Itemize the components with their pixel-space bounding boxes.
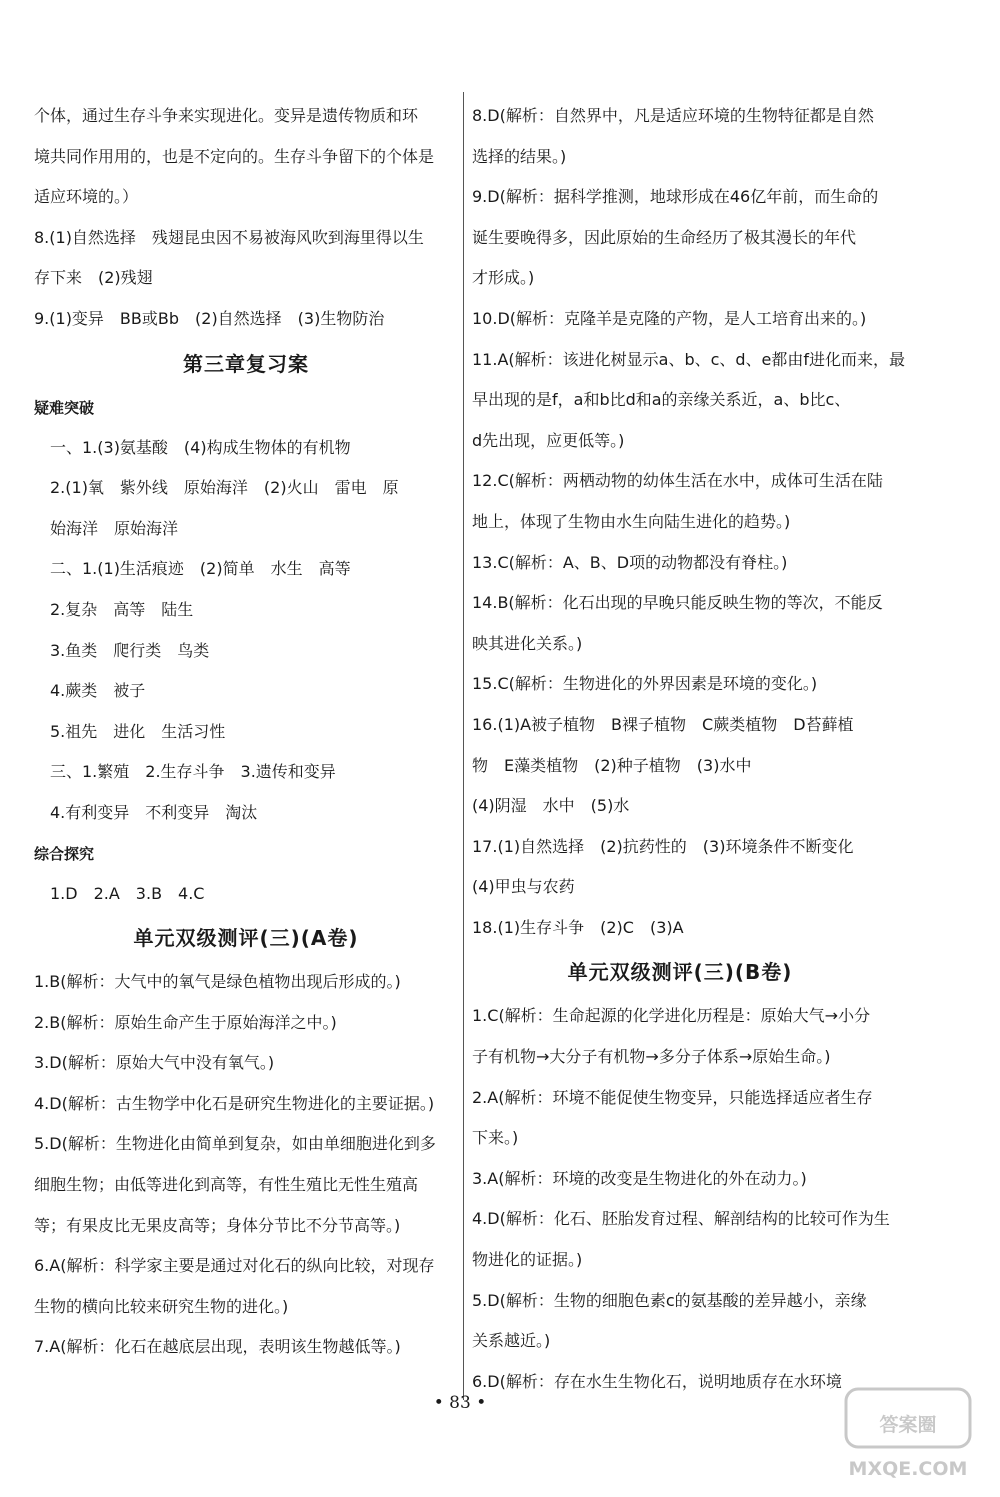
chapter-review-heading: 第三章复习案 bbox=[183, 351, 309, 376]
answer-line: 6.A(解析：科学家主要是通过对化石的纵向比较，对现存 bbox=[34, 1256, 435, 1276]
left-column bbox=[34, 96, 458, 1368]
answer-line: 存下来 (2)残翅 bbox=[34, 268, 153, 288]
answer-line: 个体，通过生存斗争来实现进化。变异是遗传物质和环 bbox=[34, 106, 419, 125]
left-answers-top bbox=[34, 96, 458, 340]
answer-line: 三、1.繁殖 2.生存斗争 3.遗传和变异 bbox=[50, 762, 336, 782]
answer-line: 诞生要晚得多，因此原始的生命经历了极其漫长的年代 bbox=[472, 227, 857, 247]
answer-line: (4)甲虫与农药 bbox=[472, 877, 575, 897]
answer-line: 16.(1)A被子植物 B裸子植物 C蕨类植物 D苔藓植 bbox=[472, 714, 854, 734]
answer-line: 12.C(解析：两栖动物的幼体生活在水中，成体可生活在陆 bbox=[472, 471, 883, 491]
answer-line: 4.有利变异 不利变异 淘汰 bbox=[50, 802, 258, 822]
answer-line: 2.A(解析：环境不能促使生物变异，只能选择适应者生存 bbox=[472, 1087, 873, 1107]
answer-line: 才形成。) bbox=[472, 268, 535, 288]
column-divider bbox=[463, 92, 464, 1400]
answer-line: 适应环境的。） bbox=[34, 187, 139, 207]
section-label-difficulties: 疑难突破 bbox=[34, 398, 95, 417]
answer-line: 一、1.(3)氨基酸 (4)构成生物体的有机物 bbox=[50, 437, 351, 457]
unit-test-a-heading: 单元双级测评(三)(A卷) bbox=[133, 926, 359, 951]
page-number: • 83 • bbox=[433, 1393, 487, 1413]
answer-line: 映其进化关系。) bbox=[472, 633, 583, 653]
answer-line: 10.D(解析：克隆羊是克隆的产物，是人工培育出来的。) bbox=[472, 308, 867, 328]
answer-line: 早出现的是f，a和b比d和a的亲缘关系近，a、b比c、 bbox=[472, 390, 851, 410]
answer-line: 4.D(解析：古生物学中化石是研究生物进化的主要证据。) bbox=[34, 1093, 435, 1113]
answer-line: 8.(1)自然选择 残翅昆虫因不易被海风吹到海里得以生 bbox=[34, 227, 424, 247]
answer-line: 7.A(解析：化石在越底层出现，表明该生物越低等。) bbox=[34, 1337, 401, 1357]
answer-line: 5.D(解析：生物的细胞色素c的氨基酸的差异越小，亲缘 bbox=[472, 1290, 867, 1310]
answer-line: 5.D(解析：生物进化由简单到复杂，如由单细胞进化到多 bbox=[34, 1134, 436, 1154]
watermark-logo-text: 答案圈 bbox=[879, 1414, 937, 1436]
answer-line: 地上，体现了生物由水生向陆生进化的趋势。) bbox=[472, 511, 791, 531]
answer-line: 9.D(解析：据科学推测，地球形成在46亿年前，而生命的 bbox=[472, 187, 879, 207]
left-inquiry-answers bbox=[34, 874, 458, 915]
unit-test-b-heading: 单元双级测评(三)(B卷) bbox=[567, 960, 793, 985]
answer-line: 物 E藻类植物 (2)种子植物 (3)水中 bbox=[472, 755, 752, 775]
answer-line: 4.D(解析：化石、胚胎发育过程、解剖结构的比较可作为生 bbox=[472, 1209, 890, 1229]
answer-line: 9.(1)变异 BB或Bb (2)自然选择 (3)生物防治 bbox=[34, 308, 385, 328]
answer-line: 境共同作用用的，也是不定向的。生存斗争留下的个体是 bbox=[34, 146, 435, 166]
answer-line: 8.D(解析：自然界中，凡是适应环境的生物特征都是自然 bbox=[472, 106, 874, 125]
answer-line: 18.(1)生存斗争 (2)C (3)A bbox=[472, 917, 684, 937]
answer-line: 选择的结果。) bbox=[472, 146, 567, 166]
left-test-a-answers bbox=[34, 962, 458, 1368]
answer-line: 3.鱼类 爬行类 鸟类 bbox=[50, 640, 210, 660]
right-test-a-answers bbox=[472, 96, 906, 948]
watermark-url: MXQE.COM bbox=[848, 1458, 968, 1480]
answer-line: 3.D(解析：原始大气中没有氧气。) bbox=[34, 1053, 275, 1073]
answer-line: 生物的横向比较来研究生物的进化。) bbox=[34, 1296, 289, 1316]
answer-line: 子有机物→大分子有机物→多分子体系→原始生命。) bbox=[472, 1047, 831, 1067]
answer-line: (4)阴湿 水中 (5)水 bbox=[472, 796, 630, 816]
right-column bbox=[472, 96, 906, 1402]
answer-line: 二、1.(1)生活痕迹 (2)简单 水生 高等 bbox=[50, 559, 351, 579]
answer-line: 1.D 2.A 3.B 4.C bbox=[50, 883, 205, 903]
answer-line: 2.B(解析：原始生命产生于原始海洋之中。) bbox=[34, 1012, 337, 1032]
answer-line: 物进化的证据。) bbox=[472, 1250, 583, 1270]
watermark-logo bbox=[838, 1379, 978, 1487]
answer-line: 下来。) bbox=[472, 1128, 519, 1148]
answer-line: 4.蕨类 被子 bbox=[50, 681, 146, 701]
answer-line: 2.复杂 高等 陆生 bbox=[50, 599, 194, 619]
answer-line: 5.祖先 进化 生活习性 bbox=[50, 721, 226, 741]
answer-line: 15.C(解析：生物进化的外界因素是环境的变化。) bbox=[472, 674, 818, 694]
section-label-inquiry: 综合探究 bbox=[34, 844, 95, 863]
answer-line: 1.B(解析：大气中的氧气是绿色植物出现后形成的。) bbox=[34, 972, 401, 992]
answer-line: 细胞生物；由低等进化到高等，有性生殖比无性生殖高 bbox=[34, 1175, 419, 1195]
answer-line: 14.B(解析：化石出现的早晚只能反映生物的等次，不能反 bbox=[472, 593, 883, 613]
answer-line: 等；有果皮比无果皮高等；身体分节比不分节高等。) bbox=[34, 1215, 401, 1235]
answer-line: 关系越近。) bbox=[472, 1331, 551, 1351]
answer-line: 1.C(解析：生命起源的化学进化历程是：原始大气→小分 bbox=[472, 1006, 871, 1026]
answer-line: 始海洋 原始海洋 bbox=[50, 518, 179, 538]
answer-line: 17.(1)自然选择 (2)抗药性的 (3)环境条件不断变化 bbox=[472, 836, 854, 856]
answer-line: 11.A(解析：该进化树显示a、b、c、d、e都由f进化而来，最 bbox=[472, 349, 906, 369]
answer-line: 2.(1)氧 紫外线 原始海洋 (2)火山 雷电 原 bbox=[50, 478, 399, 498]
right-test-b-answers bbox=[472, 996, 888, 1402]
answer-line: 13.C(解析：A、B、D项的动物都没有脊柱。) bbox=[472, 552, 788, 572]
answer-line: d先出现，应更低等。) bbox=[472, 430, 625, 450]
answer-line: 6.D(解析：存在水生生物化石，说明地质存在水环境 bbox=[472, 1371, 842, 1391]
answer-line: 3.A(解析：环境的改变是生物进化的外在动力。) bbox=[472, 1168, 807, 1188]
left-review-answers bbox=[34, 428, 458, 834]
